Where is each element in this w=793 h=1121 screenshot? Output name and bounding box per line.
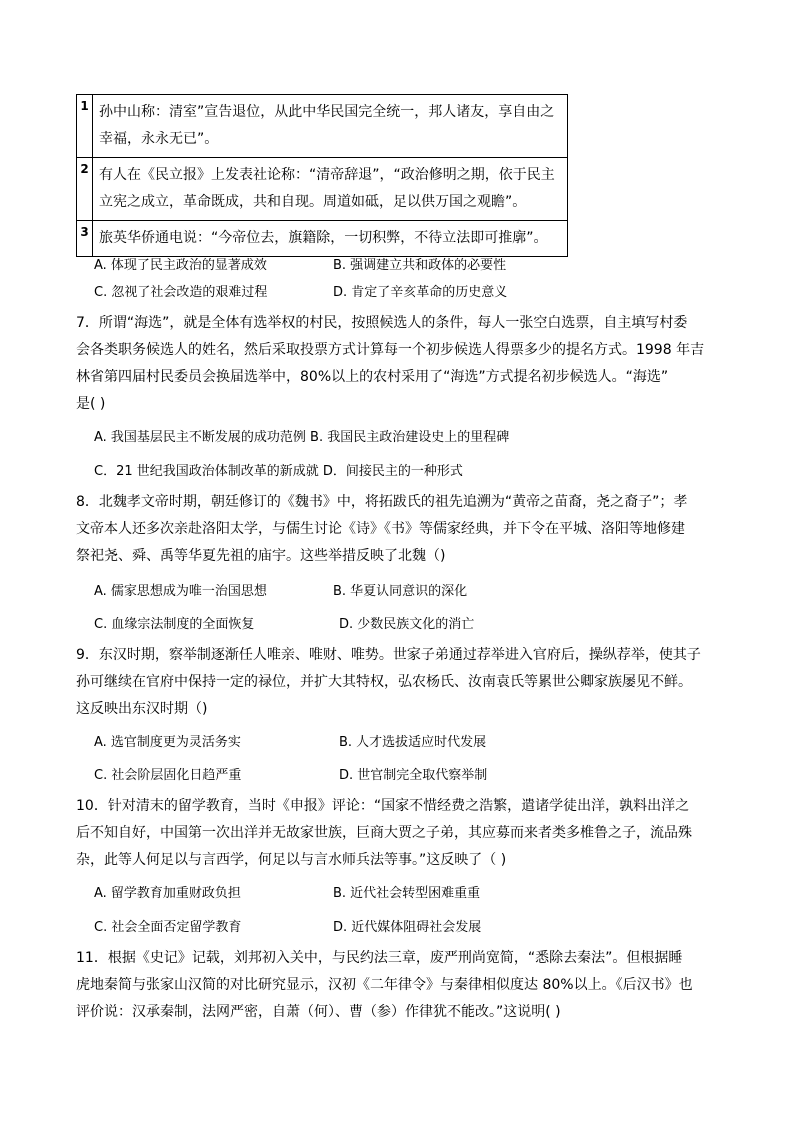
row-text: 孙中山称：清室”宣告退位，从此中华民国完全统一，邦人诸友，享自由之幸福，永永无已”。 xyxy=(93,95,568,158)
table-row xyxy=(77,158,568,221)
q9-stem-line: 这反映出东汉时期（) xyxy=(76,701,208,717)
q7-stem-line: 会各类职务候选人的姓名，然后采取投票方式计算每一个初步候选人得票多少的提名方式。1998 年吉 xyxy=(76,342,705,358)
q11-stem-line: 11．根据《史记》记载，刘邦初入关中，与民约法三章，废严刑尚宽简，“悉除去秦法”。但根据睡 xyxy=(76,950,683,966)
table-row xyxy=(77,95,568,158)
q10-option-c: C. 社会全面否定留学教育 xyxy=(94,920,242,935)
row-number: 3 xyxy=(77,221,93,257)
q8-stem-line: 8．北魏孝文帝时期，朝廷修订的《魏书》中，将拓跋氏的祖先追溯为“黄帝之苗裔，尧之裔子”；孝 xyxy=(76,494,688,510)
q8-option-b: B. 华夏认同意识的深化 xyxy=(333,584,468,599)
q7-stem-line: 林省第四届村民委员会换届选举中，80%以上的农村采用了“海选”方式提名初步候选人。“海选” xyxy=(76,369,669,385)
q9-option-c: C. 社会阶层固化日趋严重 xyxy=(94,768,242,783)
q11-stem-line: 虎地秦简与张家山汉简的对比研究显示，汉初《二年律令》与秦律相似度达 80%以上。《后汉书》也 xyxy=(76,977,693,993)
q7-stem-line: 是( ) xyxy=(76,396,106,412)
q9-option-a: A. 选官制度更为灵活务实 xyxy=(94,735,241,750)
q9-stem-line: 9．东汉时期，察举制逐渐任人唯亲、唯财、唯势。世家子弟通过荐举进入官府后，操纵荐举，使其子 xyxy=(76,647,701,663)
row-text: 旅英华侨通电说：“今帝位去，旗籍除，一切积弊，不待立法即可推廓”。 xyxy=(93,221,568,257)
q8-stem-line: 祭祀尧、舜、禹等华夏先祖的庙宇。这些举措反映了北魏（) xyxy=(76,548,446,564)
q9-option-b: B. 人才选拔适应时代发展 xyxy=(339,735,487,750)
quote-table xyxy=(76,94,568,257)
q9-stem-line: 孙可继续在官府中保持一定的禄位，并扩大其特权，弘农杨氏、汝南袁氏等累世公卿家族屡见不鲜。 xyxy=(76,674,692,690)
q10-stem-line: 10．针对清末的留学教育，当时《申报》评论：“国家不惜经费之浩繁，遣诸学徒出洋，孰料出洋之 xyxy=(76,798,690,814)
q10-option-d: D. 近代媒体阻碍社会发展 xyxy=(333,920,482,935)
q9-option-d: D. 世官制完全取代察举制 xyxy=(339,768,488,783)
q6-option-d: D. 肯定了辛亥革命的历史意义 xyxy=(333,285,508,300)
row-number: 2 xyxy=(77,158,93,221)
q6-option-a: A. 体现了民主政治的显著成效 xyxy=(94,258,267,273)
q7-stem-line: 7．所谓“海选”，就是全体有选举权的村民，按照候选人的条件，每人一张空白选票，自主填写村委 xyxy=(76,315,688,331)
q8-option-c: C. 血缘宗法制度的全面恢复 xyxy=(94,617,255,632)
table-row xyxy=(77,221,568,257)
q10-stem-line: 后不知自好，中国第一次出洋并无故家世族，巨商大贾之子弟，其应募而来者类多椎鲁之子，流品殊 xyxy=(76,825,692,841)
q7-options-ab: A. 我国基层民主不断发展的成功范例 B. 我国民主政治建设史上的里程碑 xyxy=(94,430,510,445)
q7-options-cd: C．21 世纪我国政治体制改革的新成就 D．间接民主的一种形式 xyxy=(94,464,463,479)
q11-stem-line: 评价说：汉承秦制，法网严密，自萧（何）、曹（参）作律犹不能改。”这说明( ) xyxy=(76,1004,561,1020)
row-text: 有人在《民立报》上发表社论称：“清帝辞退”，“政治修明之期，依于民主立宪之成立，革命既成，共和自现。周道如砥，足以供万国之观瞻”。 xyxy=(93,158,568,221)
q10-stem-line: 杂，此等人何足以与言西学，何足以与言水师兵法等事。”这反映了（ ) xyxy=(76,852,507,868)
q8-option-a: A. 儒家思想成为唯一治国思想 xyxy=(94,584,267,599)
q6-option-b: B. 强调建立共和政体的必要性 xyxy=(333,258,507,273)
q8-stem-line: 文帝本人还多次亲赴洛阳太学，与儒生讨论《诗》《书》等儒家经典，并下令在平城、洛阳等地修建 xyxy=(76,521,685,537)
row-number: 1 xyxy=(77,95,93,158)
q10-option-a: A. 留学教育加重财政负担 xyxy=(94,886,241,901)
q8-option-d: D. 少数民族文化的消亡 xyxy=(339,617,475,632)
q6-option-c: C. 忽视了社会改造的艰难过程 xyxy=(94,285,268,300)
q10-option-b: B. 近代社会转型困难重重 xyxy=(333,886,481,901)
